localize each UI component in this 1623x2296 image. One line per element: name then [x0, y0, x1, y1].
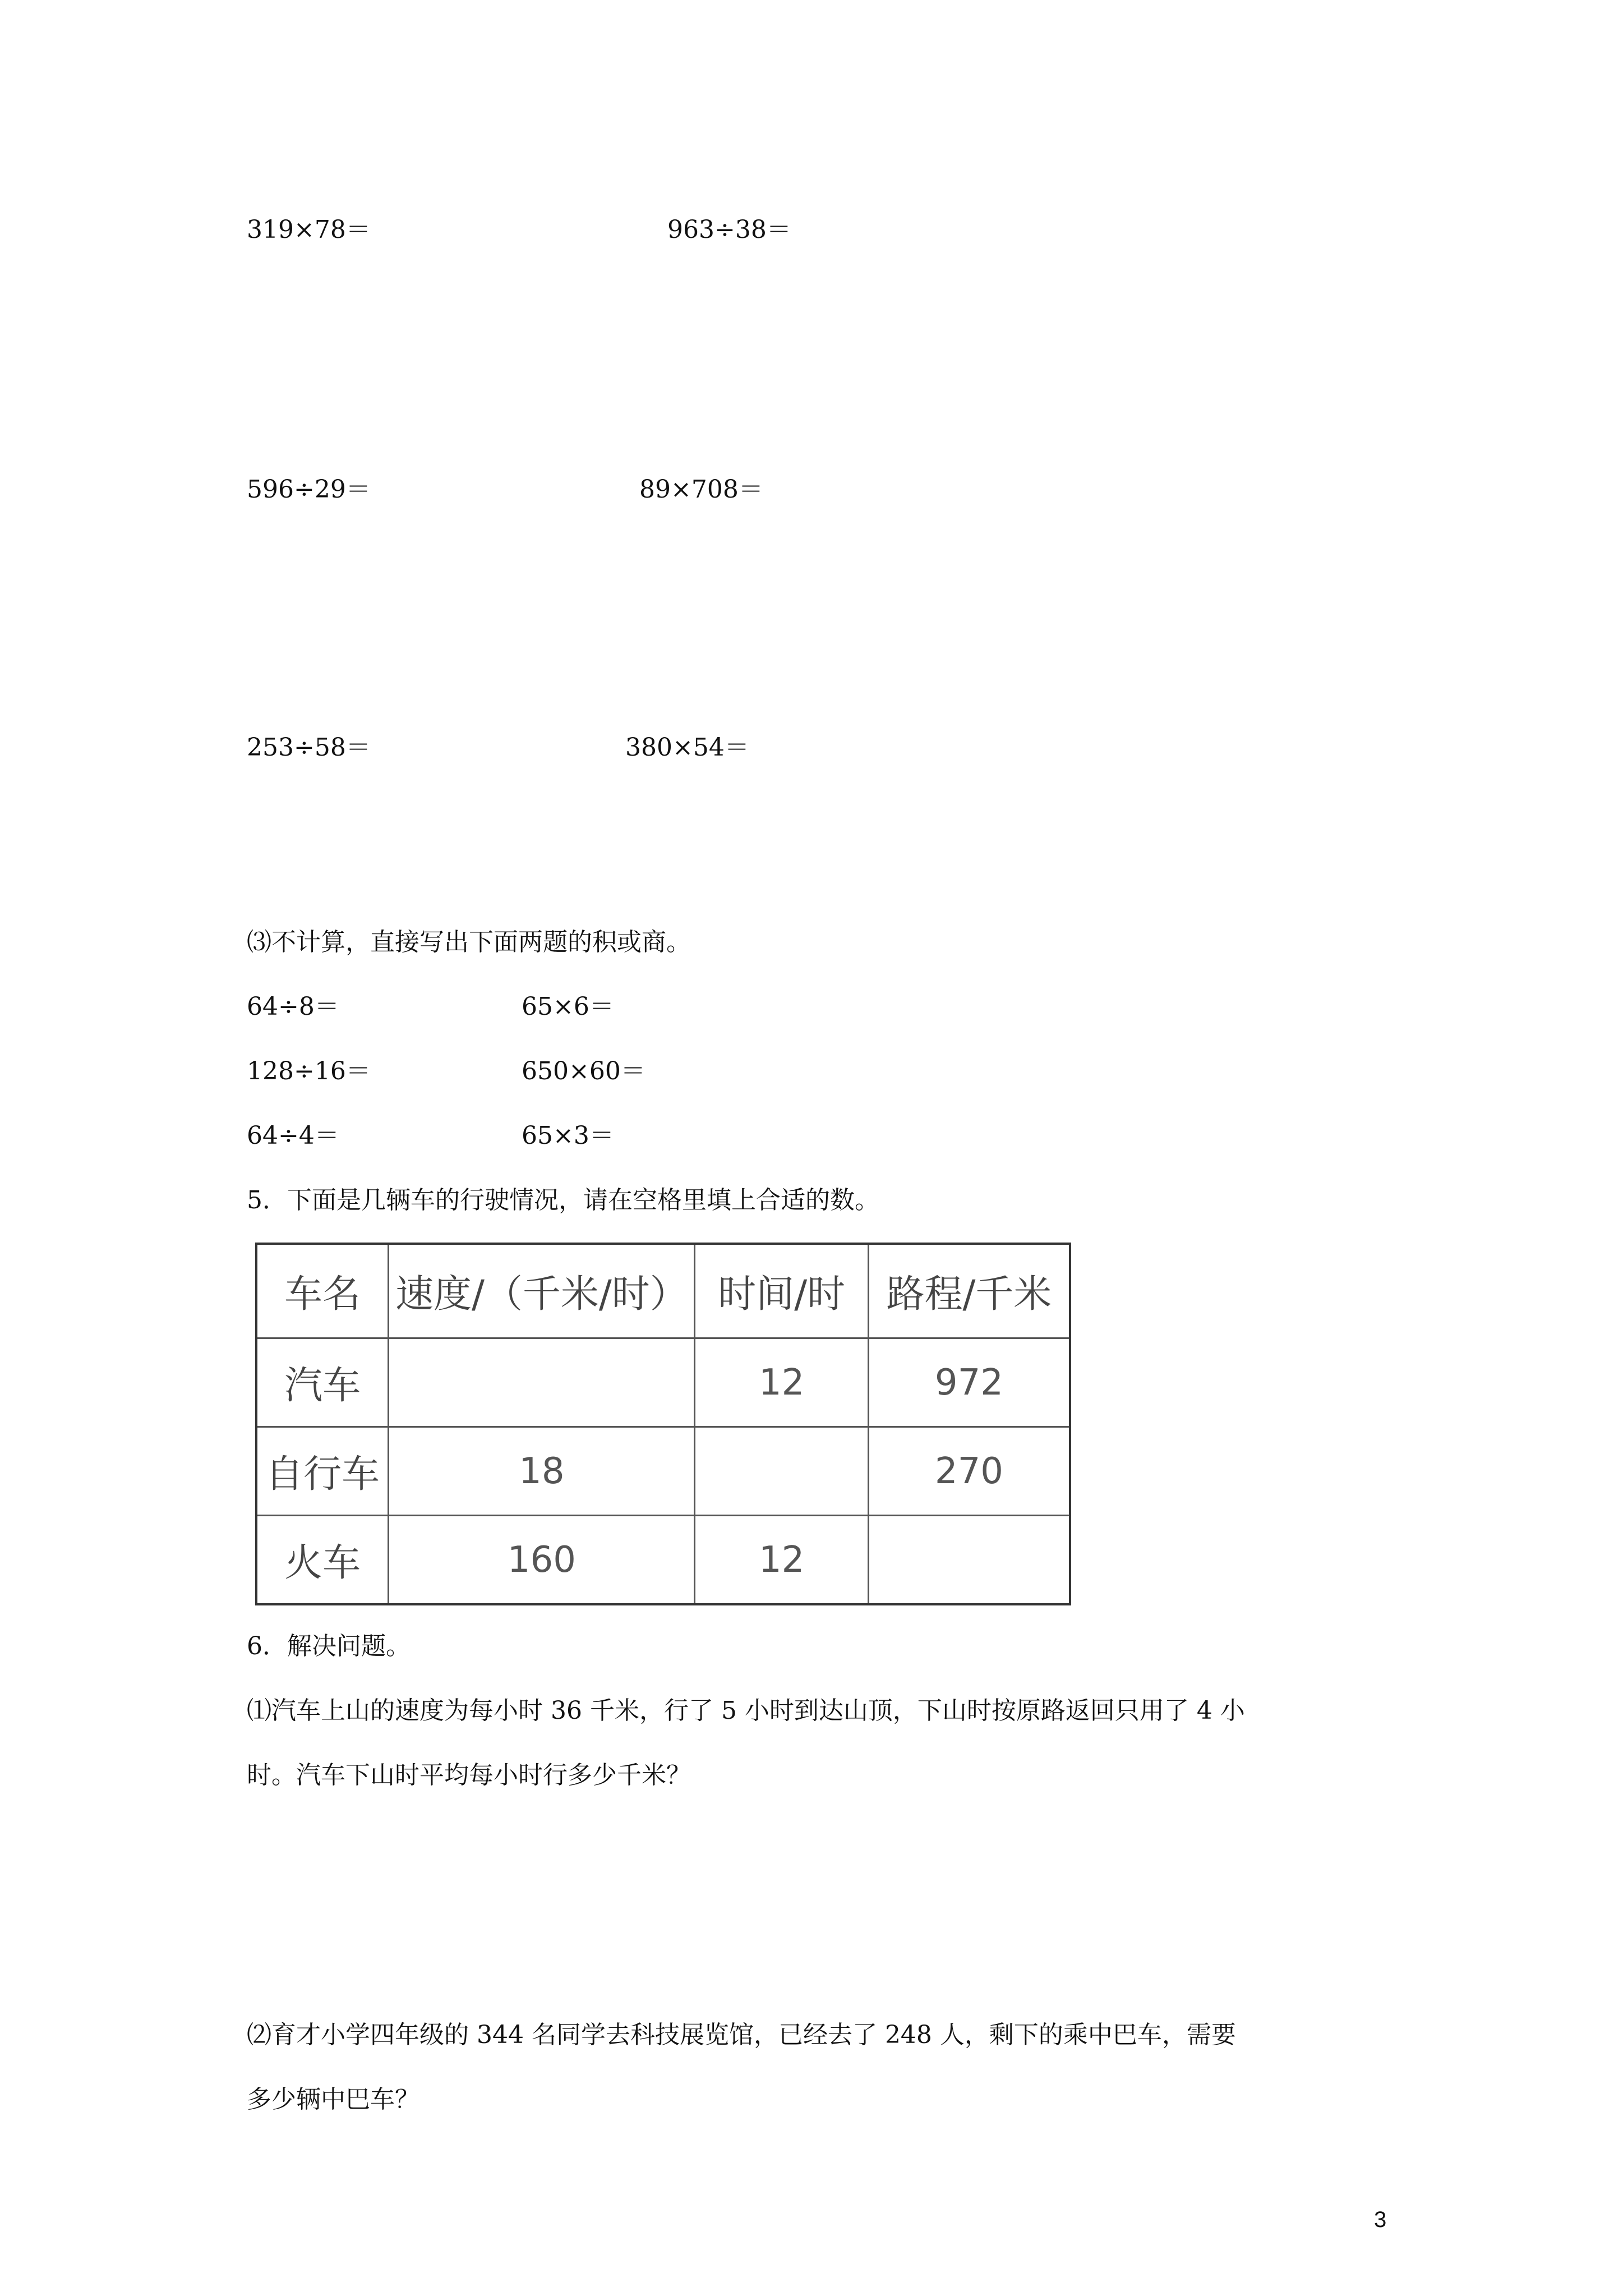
table-header-cell: 车名 — [256, 1244, 389, 1338]
table-cell-blank — [389, 1338, 695, 1427]
table-cell-vehicle: 自行车 — [256, 1427, 389, 1516]
table-cell-distance: 972 — [868, 1338, 1070, 1427]
q3-expression: 64÷8＝ — [247, 992, 339, 1021]
table-row — [256, 1516, 1070, 1605]
table-cell-speed: 160 — [389, 1516, 695, 1605]
calc-expression: 596÷29＝ — [247, 475, 371, 504]
calc-expression: 253÷58＝ — [247, 733, 371, 762]
table-cell-distance: 270 — [868, 1427, 1070, 1516]
q6-problem-1-line-2: 时。汽车下山时平均每小时行多少千米？ — [247, 1761, 691, 1789]
table-cell-blank — [695, 1427, 868, 1516]
vehicle-table — [255, 1243, 1071, 1605]
q6-problem-1-line-1: ⑴汽车上山的速度为每小时 36 千米，行了 5 小时到达山顶，下山时按原路返回只用了 4 小 — [247, 1696, 1245, 1725]
q6-problem-2-line-1: ⑵育才小学四年级的 344 名同学去科技展览馆，已经去了 248 人，剩下的乘中巴车，需要 — [247, 2021, 1236, 2049]
table-row — [256, 1427, 1070, 1516]
q3-expression: 650×60＝ — [522, 1057, 645, 1085]
table-header-row — [256, 1244, 1070, 1338]
q3-expression: 64÷4＝ — [247, 1121, 339, 1150]
calc-expression: 89×708＝ — [639, 475, 763, 504]
q6-heading: 6．解决问题。 — [247, 1632, 411, 1660]
q5-heading: 5．下面是几辆车的行驶情况，请在空格里填上合适的数。 — [247, 1186, 879, 1214]
table-header-cell: 路程/千米 — [868, 1244, 1070, 1338]
q3-expression: 65×3＝ — [522, 1121, 614, 1150]
table-cell-speed: 18 — [389, 1427, 695, 1516]
q6-problem-2-line-2: 多少辆中巴车？ — [247, 2085, 419, 2114]
table-cell-vehicle: 火车 — [256, 1516, 389, 1605]
q3-heading: ⑶不计算，直接写出下面两题的积或商。 — [247, 928, 691, 956]
table-row — [256, 1338, 1070, 1427]
calc-expression: 963÷38＝ — [667, 215, 791, 244]
table-header-cell: 时间/时 — [695, 1244, 868, 1338]
q3-expression: 128÷16＝ — [247, 1057, 371, 1085]
calc-expression: 380×54＝ — [625, 733, 749, 762]
table-cell-vehicle: 汽车 — [256, 1338, 389, 1427]
table-cell-time: 12 — [695, 1516, 868, 1605]
table-cell-blank — [868, 1516, 1070, 1605]
q3-expression: 65×6＝ — [522, 992, 614, 1021]
page-number: 3 — [1374, 2207, 1387, 2232]
table-header-cell: 速度/（千米/时） — [389, 1244, 695, 1338]
table-cell-time: 12 — [695, 1338, 868, 1427]
calc-expression: 319×78＝ — [247, 215, 371, 244]
